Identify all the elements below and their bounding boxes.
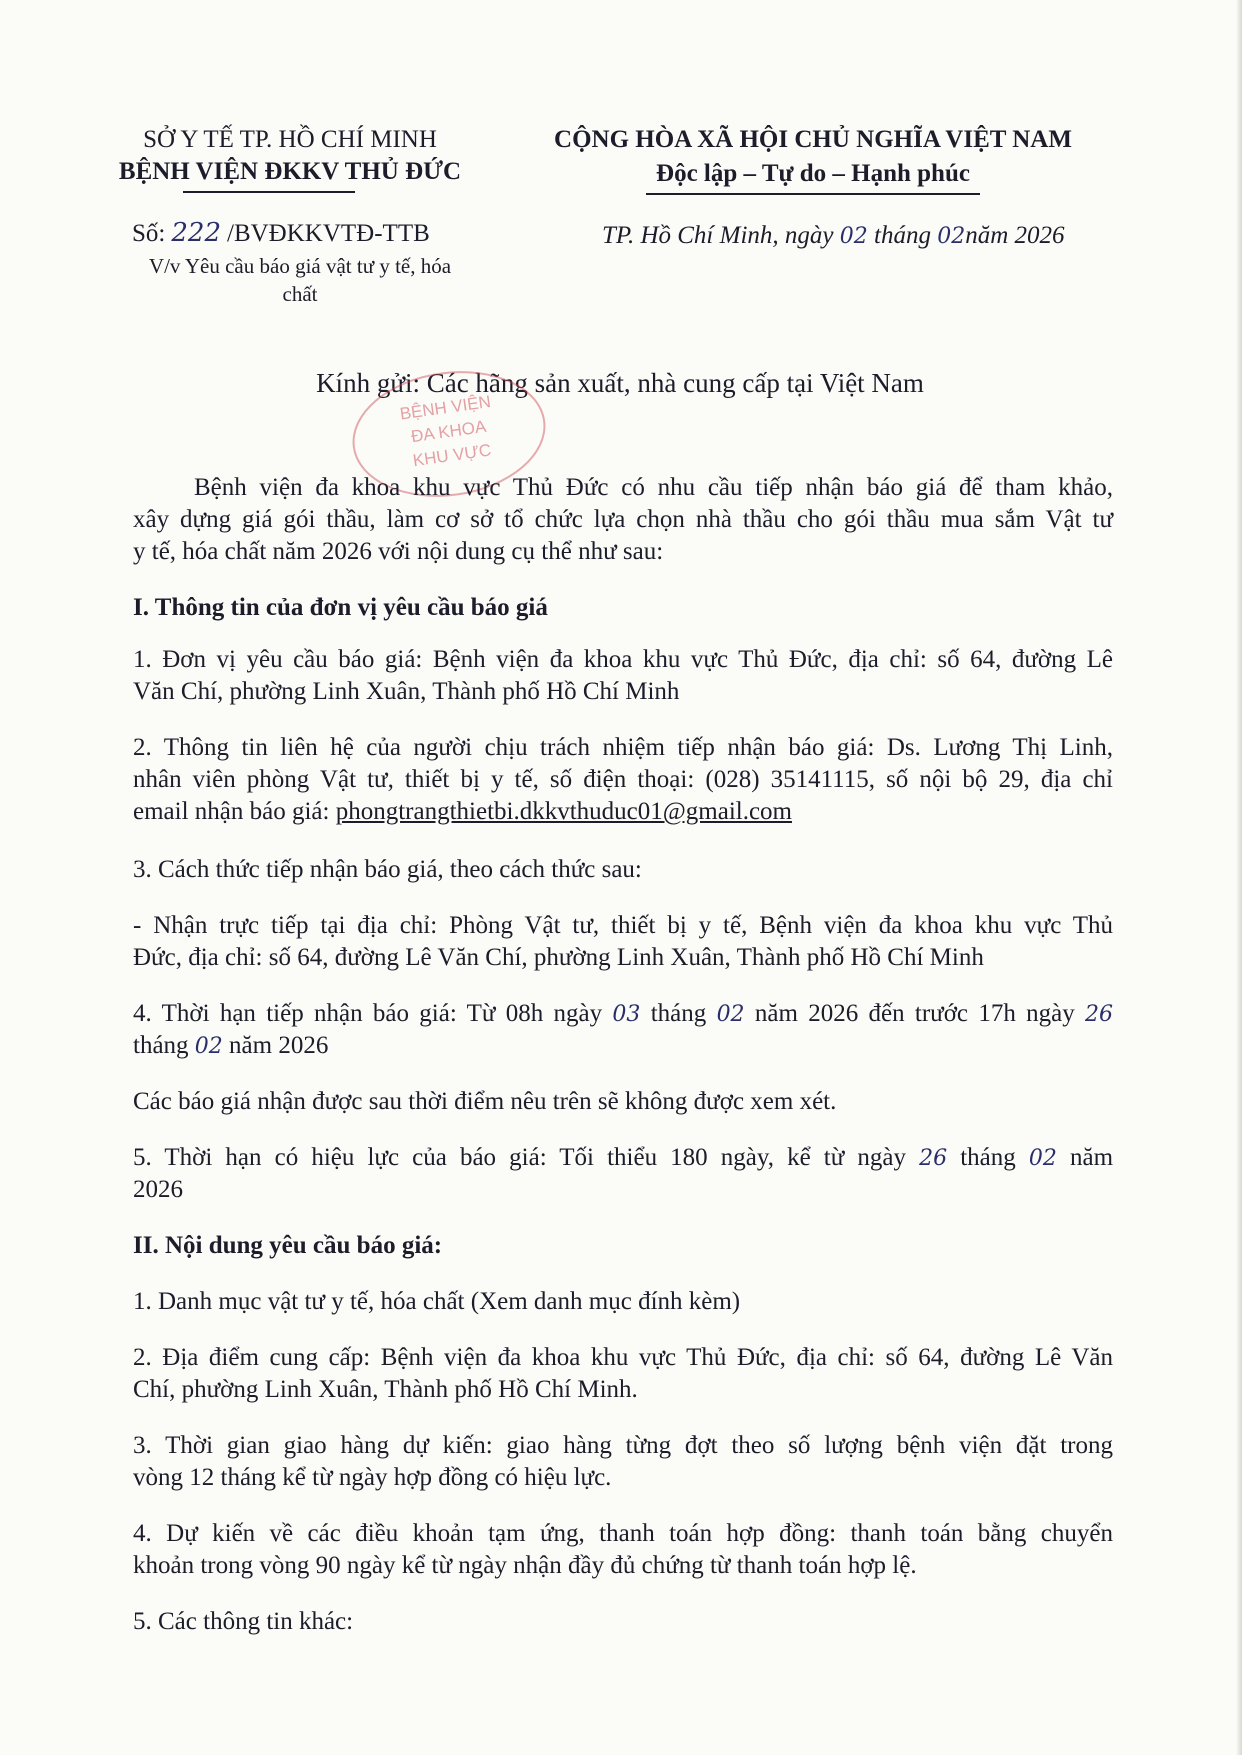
s1-item3-detail-line2: Đức, địa chỉ: số 64, đường Lê Văn Chí, phường Linh Xuân, Thành phố Hồ Chí Minh bbox=[133, 944, 984, 971]
s1-item1-line1: 1. Đơn vị yêu cầu báo giá: Bệnh viện đa khoa khu vực Thủ Đức, địa chỉ: số 64, đường Lê bbox=[133, 646, 1113, 673]
recipient: Kính gửi: Các hãng sản xuất, nhà cung cấp tại Việt Nam bbox=[316, 368, 924, 398]
subject-line-1: V/v Yêu cầu báo giá vật tư y tế, hóa bbox=[148, 254, 452, 278]
s1-item4-line2: tháng 02 năm 2026 bbox=[133, 1032, 329, 1059]
document-number: Số: 222 /BVĐKKVTĐ-TTB bbox=[132, 218, 430, 248]
handwritten-day-end: 26 bbox=[1085, 1002, 1114, 1027]
date-month: 02 bbox=[937, 224, 966, 249]
s2-item2-line2: Chí, phường Linh Xuân, Thành phố Hồ Chí Minh. bbox=[133, 1376, 638, 1403]
red-seal-stamp: BỆNH VIỆN ĐA KHOA KHU VỰC bbox=[344, 359, 553, 509]
s1-item2-line3: email nhận báo giá: phongtrangthietbi.dkkvthuduc01@gmail.com bbox=[133, 798, 793, 825]
handwritten-month-end: 02 bbox=[194, 1034, 223, 1059]
s1-item3-detail-line1: - Nhận trực tiếp tại địa chỉ: Phòng Vật tư, thiết bị y tế, Bệnh viện đa khoa khu vực Thủ bbox=[133, 912, 1113, 939]
s1-item2-line1: 2. Thông tin liên hệ của người chịu trách nhiệm tiếp nhận báo giá: Ds. Lương Thị Linh, bbox=[133, 734, 1113, 761]
department-name: SỞ Y TẾ TP. HỒ CHÍ MINH bbox=[143, 126, 437, 153]
s1-item5-line2: 2026 bbox=[133, 1176, 183, 1203]
s1-note: Các báo giá nhận được sau thời điểm nêu trên sẽ không được xem xét. bbox=[133, 1088, 837, 1115]
scan-edge-shadow bbox=[1236, 0, 1242, 1755]
s2-item5: 5. Các thông tin khác: bbox=[133, 1608, 354, 1635]
handwritten-number: 222 bbox=[171, 218, 221, 248]
s2-item4-line2: khoản trong vòng 90 ngày kể từ ngày nhận đầy đủ chứng từ thanh toán hợp lệ. bbox=[133, 1552, 917, 1579]
s2-item2-line1: 2. Địa điểm cung cấp: Bệnh viện đa khoa khu vực Thủ Đức, địa chỉ: số 64, đường Lê Văn bbox=[133, 1344, 1113, 1371]
handwritten-day-start: 03 bbox=[612, 1002, 641, 1027]
subject-line-2: chất bbox=[282, 282, 318, 306]
s1-item3: 3. Cách thức tiếp nhận báo giá, theo cách thức sau: bbox=[133, 856, 642, 883]
national-title: CỘNG HÒA XÃ HỘI CHỦ NGHĨA VIỆT NAM bbox=[554, 126, 1072, 153]
intro-line-3: y tế, hóa chất năm 2026 với nội dung cụ thể như sau: bbox=[133, 538, 664, 565]
s1-item1-line2: Văn Chí, phường Linh Xuân, Thành phố Hồ Chí Minh bbox=[133, 678, 680, 705]
s1-item4-line1: 4. Thời hạn tiếp nhận báo giá: Từ 08h ngày 03 tháng 02 năm 2026 đến trước 17h ngày 26 bbox=[133, 1000, 1114, 1027]
s2-item4-line1: 4. Dự kiến về các điều khoản tạm ứng, thanh toán hợp đồng: thanh toán bằng chuyển bbox=[133, 1520, 1113, 1547]
hospital-name: BỆNH VIỆN ĐKKV THỦ ĐỨC bbox=[118, 158, 462, 185]
s2-item3-line2: vòng 12 tháng kể từ ngày hợp đồng có hiệu lực. bbox=[133, 1464, 612, 1491]
national-motto: Độc lập – Tự do – Hạnh phúc bbox=[656, 160, 970, 187]
date-day: 02 bbox=[839, 224, 868, 249]
email-link[interactable]: phongtrangthietbi.dkkvthuduc01@gmail.com bbox=[335, 798, 793, 825]
handwritten-validity-month: 02 bbox=[1028, 1146, 1057, 1171]
s1-item2-line2: nhân viên phòng Vật tư, thiết bị y tế, số điện thoại: (028) 35141115, số nội bộ 29, địa chỉ bbox=[133, 766, 1113, 793]
handwritten-validity-day: 26 bbox=[919, 1146, 948, 1171]
motto-underline bbox=[646, 193, 980, 195]
intro-line-2: xây dựng giá gói thầu, làm cơ sở tổ chức lựa chọn nhà thầu cho gói thầu mua sắm Vật tư bbox=[133, 506, 1113, 533]
hospital-underline bbox=[183, 191, 355, 193]
s1-item5-line1: 5. Thời hạn có hiệu lực của báo giá: Tối thiểu 180 ngày, kể từ ngày 26 tháng 02 năm bbox=[133, 1144, 1114, 1171]
handwritten-month-start: 02 bbox=[716, 1002, 745, 1027]
section-1-title: I. Thông tin của đơn vị yêu cầu báo giá bbox=[133, 594, 548, 621]
intro-line-1: Bệnh viện đa khoa khu vực Thủ Đức có nhu cầu tiếp nhận báo giá để tham khảo, bbox=[194, 474, 1113, 501]
section-2-title: II. Nội dung yêu cầu báo giá: bbox=[133, 1232, 443, 1259]
s2-item1: 1. Danh mục vật tư y tế, hóa chất (Xem danh mục đính kèm) bbox=[133, 1288, 741, 1315]
document-date: TP. Hồ Chí Minh, ngày 02 tháng 02năm 2026 bbox=[602, 222, 1065, 249]
s2-item3-line1: 3. Thời gian giao hàng dự kiến: giao hàng từng đợt theo số lượng bệnh viện đặt trong bbox=[133, 1432, 1113, 1459]
